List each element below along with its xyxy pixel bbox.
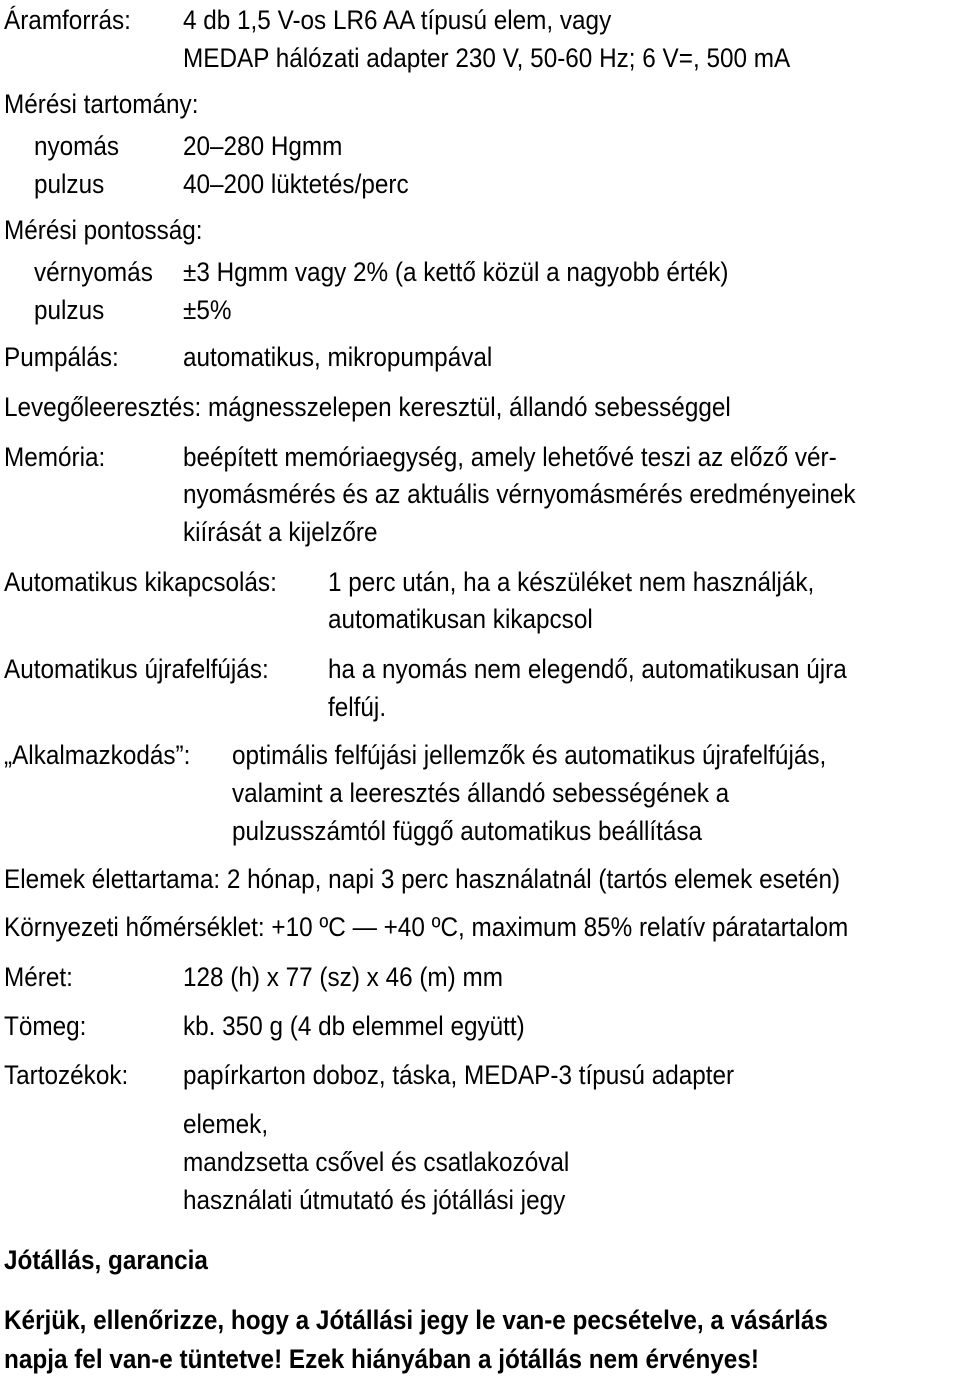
deflation-line: Levegőleeresztés: mágnesszelepen keresztül, állandó sebességgel — [4, 392, 731, 422]
accessories-value-line1: papírkarton doboz, táska, MEDAP-3 típusú adapter — [183, 1060, 735, 1090]
accessories-value-line2: elemek, — [183, 1109, 269, 1139]
power-value-line1: 4 db 1,5 V-os LR6 AA típusú elem, vagy — [183, 5, 612, 35]
range-pressure-value: 20–280 Hgmm — [183, 131, 343, 161]
adaptation-value-line2: valamint a leeresztés állandó sebességének a — [232, 778, 730, 808]
accessories-value-line4: használati útmutató és jótállási jegy — [183, 1185, 566, 1215]
size-value: 128 (h) x 77 (sz) x 46 (m) mm — [183, 962, 504, 992]
accuracy-pulse-label: pulzus — [34, 295, 105, 325]
auto-reinflate-value-line2: felfúj. — [328, 692, 387, 722]
power-value-line2: MEDAP hálózati adapter 230 V, 50-60 Hz; 6 V=, 500 mA — [183, 43, 791, 73]
range-pulse-value: 40–200 lüktetés/perc — [183, 169, 409, 199]
memory-value-line3: kiírását a kijelzőre — [183, 517, 378, 547]
warranty-notice-line2: napja fel van-e tüntetve! Ezek hiányában a jótállás nem érvényes! — [4, 1344, 759, 1374]
memory-value-line1: beépített memóriaegység, amely lehetővé teszi az előző vér- — [183, 442, 837, 472]
environment-line: Környezeti hőmérséklet: +10 ºC — +40 ºC, maximum 85% relatív páratartalom — [4, 912, 849, 942]
auto-off-value-line1: 1 perc után, ha a készüléket nem használják, — [328, 567, 815, 597]
warranty-heading: Jótállás, garancia — [4, 1245, 208, 1275]
accessories-label: Tartozékok: — [4, 1060, 129, 1090]
memory-value-line2: nyomásmérés és az aktuális vérnyomásmérés eredményeinek — [183, 479, 856, 509]
range-pressure-label: nyomás — [34, 131, 120, 161]
adaptation-value-line1: optimális felfújási jellemzők és automatikus újrafelfújás, — [232, 740, 827, 770]
accuracy-bp-label: vérnyomás — [34, 257, 153, 287]
auto-off-value-line2: automatikusan kikapcsol — [328, 604, 593, 634]
accuracy-label: Mérési pontosság: — [4, 215, 203, 245]
auto-off-label: Automatikus kikapcsolás: — [4, 567, 277, 597]
range-pulse-label: pulzus — [34, 169, 105, 199]
size-label: Méret: — [4, 962, 73, 992]
range-label: Mérési tartomány: — [4, 89, 199, 119]
accessories-value-line3: mandzsetta csővel és csatlakozóval — [183, 1147, 570, 1177]
auto-reinflate-value-line1: ha a nyomás nem elegendő, automatikusan újra — [328, 654, 847, 684]
weight-value: kb. 350 g (4 db elemmel együtt) — [183, 1011, 525, 1041]
battery-life-line: Elemek élettartama: 2 hónap, napi 3 perc használatnál (tartós elemek esetén) — [4, 864, 841, 894]
adaptation-label: „Alkalmazkodás”: — [4, 740, 191, 770]
pump-label: Pumpálás: — [4, 342, 119, 372]
warranty-notice-line1: Kérjük, ellenőrizze, hogy a Jótállási jegy le van-e pecsételve, a vásárlás — [4, 1305, 828, 1335]
power-label: Áramforrás: — [4, 5, 131, 35]
adaptation-value-line3: pulzusszámtól függő automatikus beállítása — [232, 816, 703, 846]
pump-value: automatikus, mikropumpával — [183, 342, 493, 372]
accuracy-bp-value: ±3 Hgmm vagy 2% (a kettő közül a nagyobb érték) — [183, 257, 729, 287]
weight-label: Tömeg: — [4, 1011, 87, 1041]
auto-reinflate-label: Automatikus újrafelfújás: — [4, 654, 269, 684]
memory-label: Memória: — [4, 442, 106, 472]
accuracy-pulse-value: ±5% — [183, 295, 232, 325]
